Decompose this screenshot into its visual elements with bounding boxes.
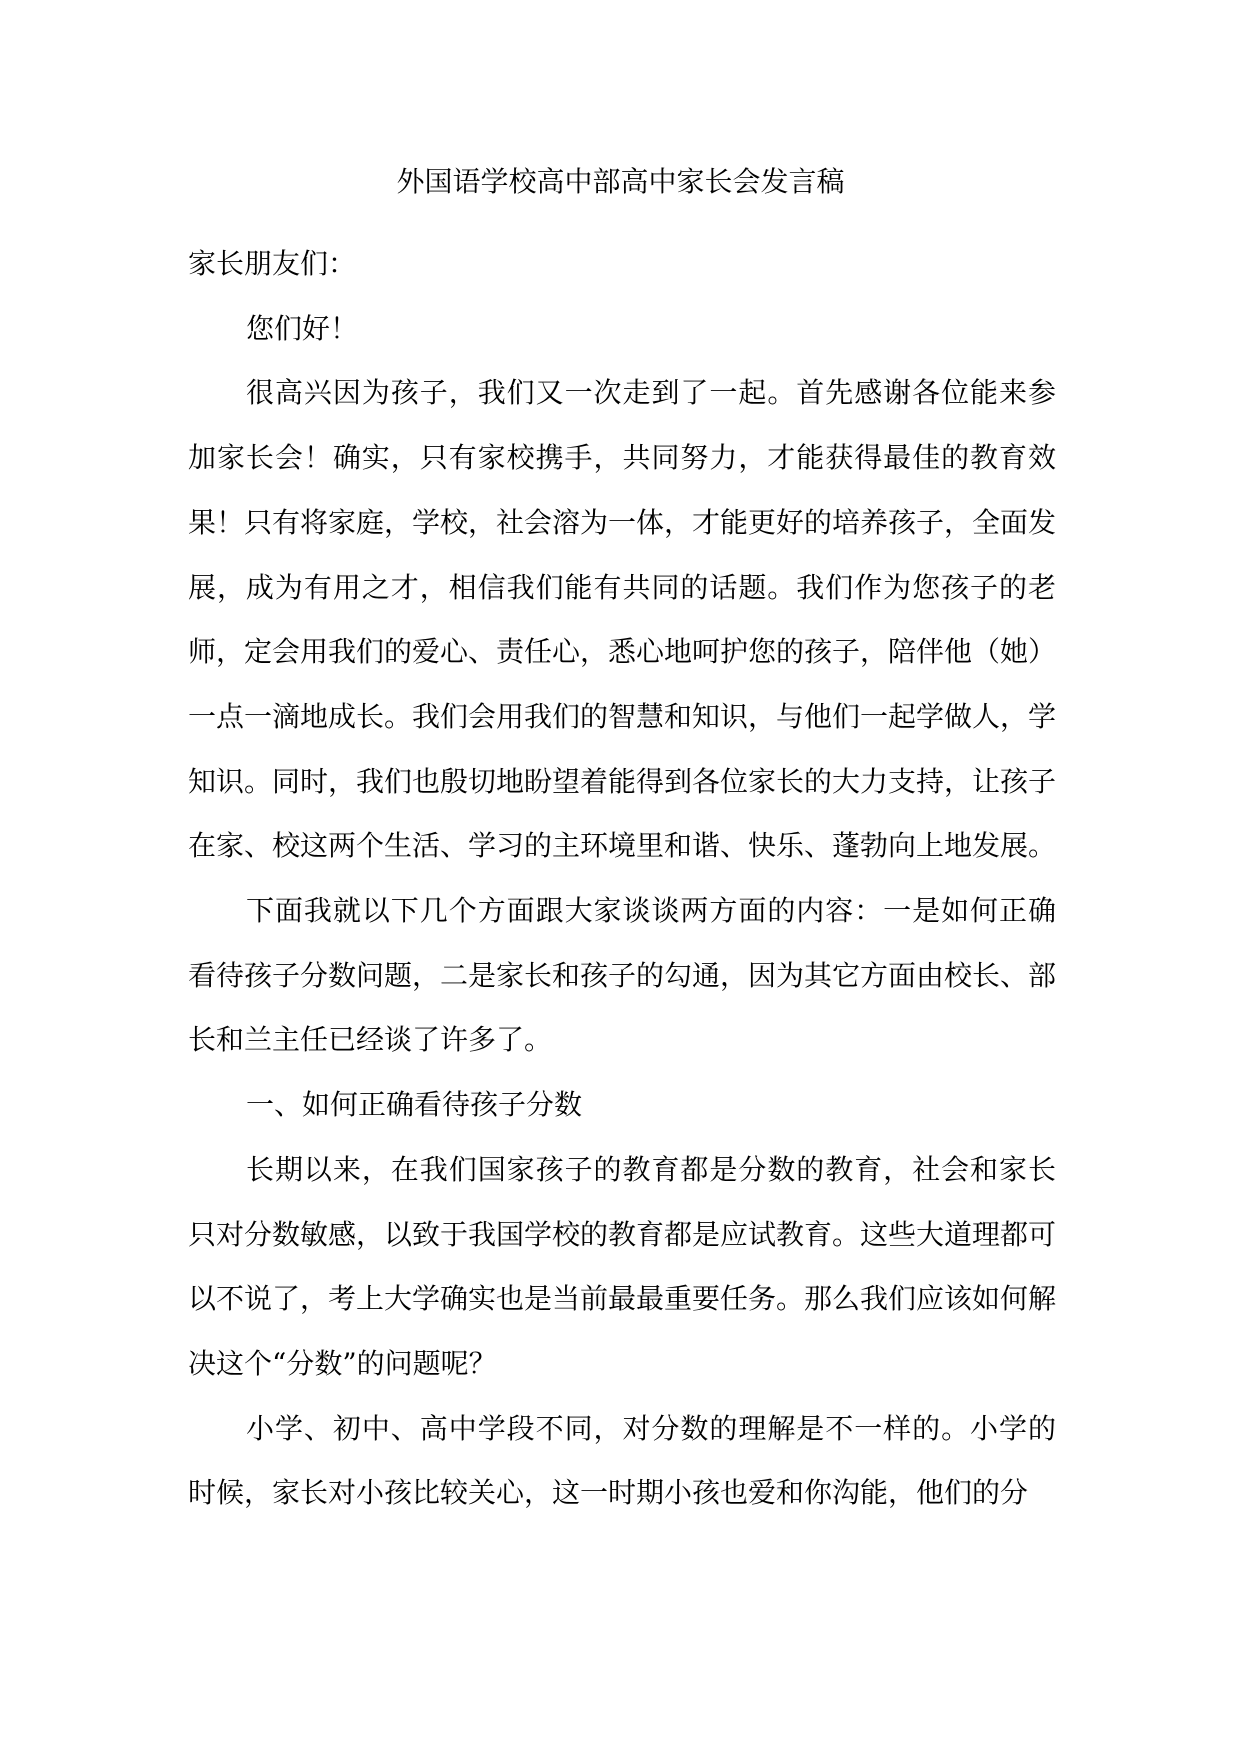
section-heading: 一、如何正确看待孩子分数 [246, 1088, 583, 1122]
paragraph-salutation: 您们好！ [246, 311, 359, 345]
greeting: 家长朋友们： [188, 247, 357, 280]
document-title: 外国语学校高中部高中家长会发言稿 [396, 165, 845, 198]
paragraph-topics: 下面我就以下几个方面跟大家谈谈两方面的内容：一是如何正确看待孩子分数问题，二是家长和孩子的勾通，因为其它方面由校长、部长和兰主任已经谈了许多了。 [188, 894, 1057, 1057]
paragraph-welcome: 很高兴因为孩子，我们又一次走到了一起。首先感谢各位能来参加家长会！确实，只有家校携手，共同努力，才能获得最佳的教育效果！只有将家庭，学校，社会溶为一体，才能更好的培养孩子，全面发展，成为有用之才，相信我们能有共同的话题。我们作为您孩子的老师，定会用我们的爱心、责任心，悉心地呵护您的孩子，陪伴他（她）一点一滴地成长。我们会用我们的智慧和知识，与他们一起学做人，学知识。同时，我们也殷切地盼望着能得到各位家长的大力支持，让孩子在家、校这两个生活、学习的主环境里和谐、快乐、蓬勃向上地发展。 [188, 376, 1057, 863]
document-body [188, 232, 1056, 1526]
paragraph-stages: 小学、初中、高中学段不同，对分数的理解是不一样的。小学的时候，家长对小孩比较关心，这一时期小孩也爱和你沟能，他们的分 [188, 1411, 1056, 1510]
paragraph-scores: 长期以来，在我们国家孩子的教育都是分数的教育，社会和家长只对分数敏感，以致于我国学校的教育都是应试教育。这些大道理都可以不说了，考上大学确实也是当前最最重要任务。那么我们应该如何解决这个“分数”的问题呢？ [188, 1152, 1057, 1380]
